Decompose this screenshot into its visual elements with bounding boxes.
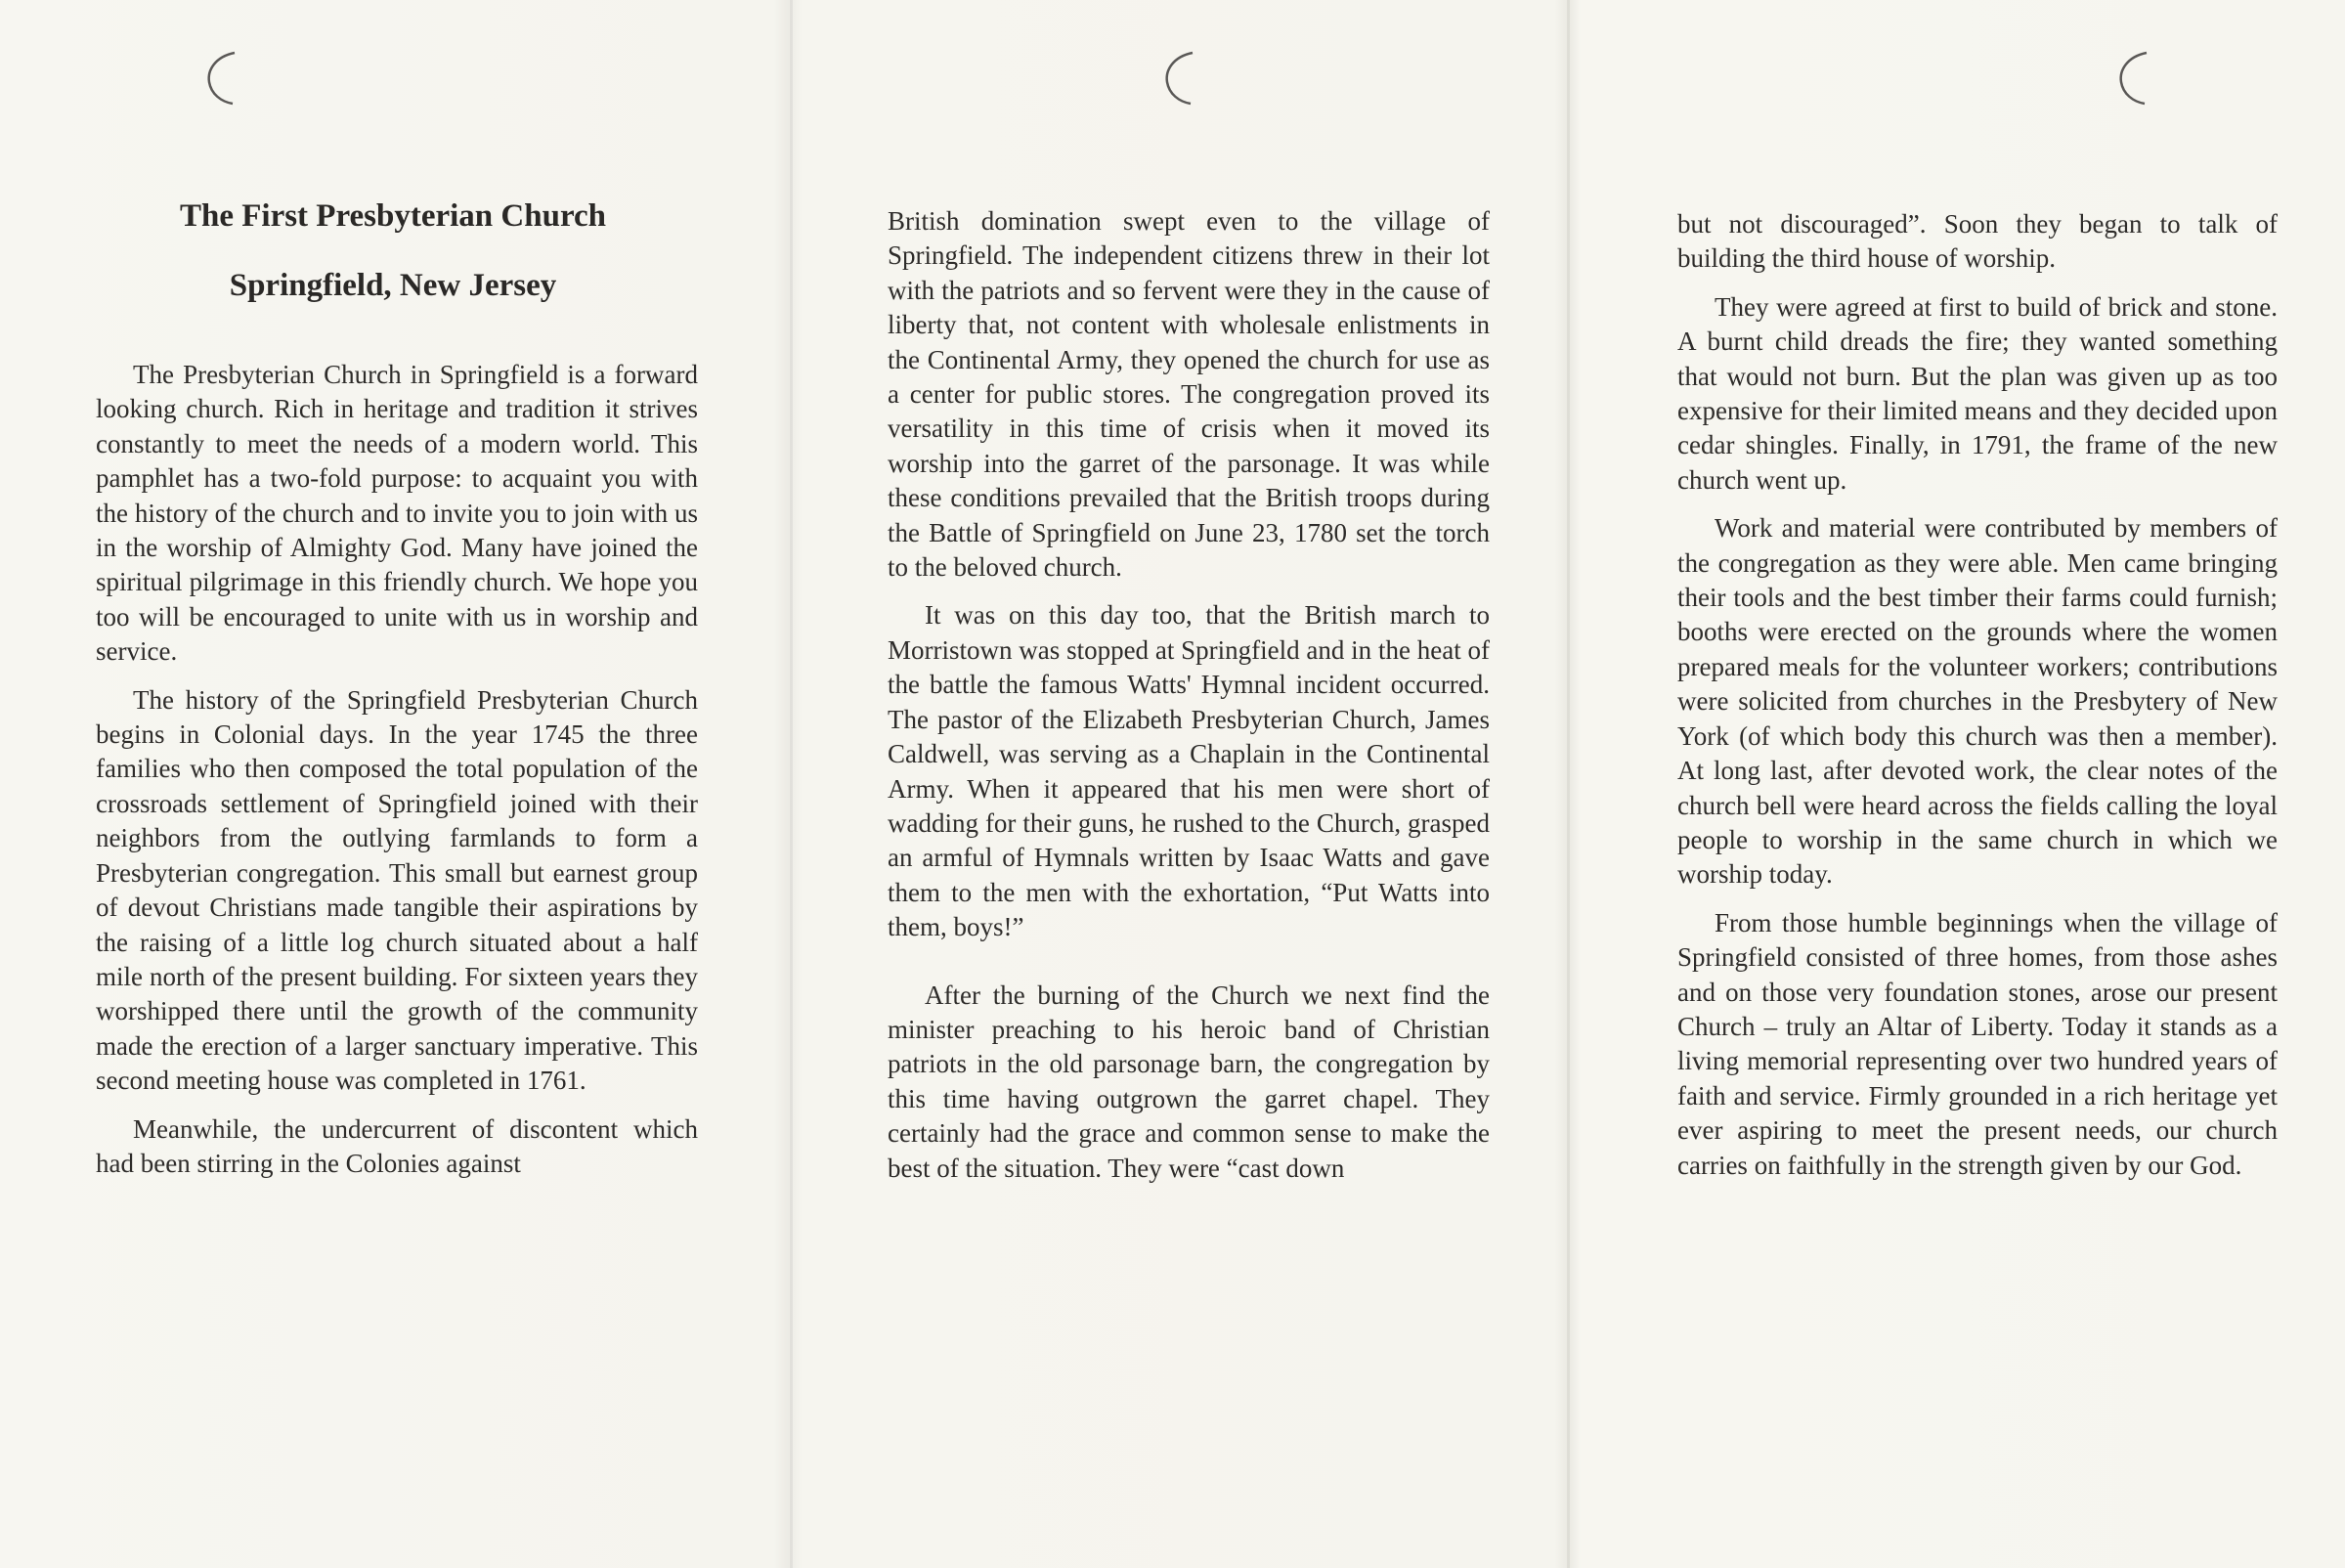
panel-left-text [96, 358, 698, 1195]
paragraph: From those humble beginnings when the village of Springfield consisted of three homes, from those ashes and on those very foundation stones, arose our present Church – truly an Altar of Liberty. Today it stands as a living memorial representing over two hundred years of faith and service. Firmly grounded in a rich heritage yet ever aspiring to meet the present needs, our church carries on faithfully in the strength given by our God. [1677, 907, 2278, 1180]
paragraph: They were agreed at first to build of brick and stone. A burnt child dreads the fire; they wanted something that would not burn. But the plan was given up as too expensive for their limited means and they decided upon cedar shingles. Finally, in 1791, the frame of the new church went up. [1677, 291, 2278, 495]
paragraph: The Presbyterian Church in Springfield is a forward looking church. Rich in heritage and tradition it strives constantly to meet the needs of a modern world. This pamphlet has a two-fold purpose: to acquaint you with the history of the church and to invite you to join with us in the worship of Almighty God. Many have joined the spiritual pilgrimage in this friendly church. We hope you too will be encouraged to unite with us in worship and service. [96, 360, 698, 667]
page-title: The First Presbyterian Church [179, 198, 606, 234]
paragraph: British domination swept even to the village of Springfield. The independent citizens threw in their lot with the patriots and so fervent were they in the cause of liberty that, not content with wholesale enlistments in the Continental Army, they opened the church for use as a center for public stores. The congregation proved its versatility in this time of crisis when it moved its worship into the garret of the parsonage. It was while these conditions prevailed that the British troops during the Battle of Springfield on June 23, 1780 set the torch to the beloved church. [888, 206, 1490, 583]
paragraph: Meanwhile, the undercurrent of discontent which had been stirring in the Colonies against [96, 1113, 698, 1178]
punch-hole-icon [2113, 47, 2152, 108]
fold-line-left [790, 0, 793, 1568]
panel-right-text [1677, 207, 2278, 1197]
fold-line-right [1567, 0, 1570, 1568]
paragraph: but not discouraged”. Soon they began to talk of building the third house of worship. [1677, 209, 2278, 274]
punch-hole-icon [201, 47, 240, 108]
panel-middle-text [888, 204, 1490, 1199]
page-subtitle: Springfield, New Jersey [229, 268, 557, 303]
paragraph: It was on this day too, that the British march to Morristown was stopped at Springfield and in the heat of the battle the famous Watts' Hymnal incident occurred. The pastor of the Elizabeth Presbyterian Church, James Caldwell, was serving as a Chaplain in the Continental Army. When it appeared that his men were short of wadding for their guns, he rushed to the Church, grasped an armful of Hymnals written by Isaac Watts and gave them to the men with the exhortation, “Put Watts into them, boys!” [888, 600, 1490, 942]
paragraph: After the burning of the Church we next find the minister preaching to his heroic band of Christian patriots in the old parsonage barn, the congregation by this time having outgrown the garret chapel. They certainly had the grace and common sense to make the best of the situation. They were “cast down [888, 980, 1490, 1183]
paragraph: The history of the Springfield Presbyterian Church begins in Colonial days. In the year 1745 the three families who then composed the total population of the crossroads settlement of Springfield joined with their neighbors from the outlying farmlands to form a Presbyterian congregation. This small but earnest group of devout Christians made tangible their aspirations by the raising of a little log church situated about a half mile north of the present building. For sixteen years they worshipped there until the growth of the community made the erection of a larger sanctuary imperative. This second meeting house was completed in 1761. [96, 684, 698, 1096]
punch-hole-icon [1159, 47, 1198, 108]
paragraph: Work and material were contributed by members of the congregation as they were able. Men came bringing their tools and the best timber their farms could furnish; booths were erected on the grounds where the women prepared meals for the volunteer workers; contributions were solicited from churches in the Presbytery of New York (of which body this church was then a member). At long last, after devoted work, the clear notes of the church bell were heard across the fields calling the loyal people to worship in the same church in which we worship today. [1677, 513, 2278, 890]
